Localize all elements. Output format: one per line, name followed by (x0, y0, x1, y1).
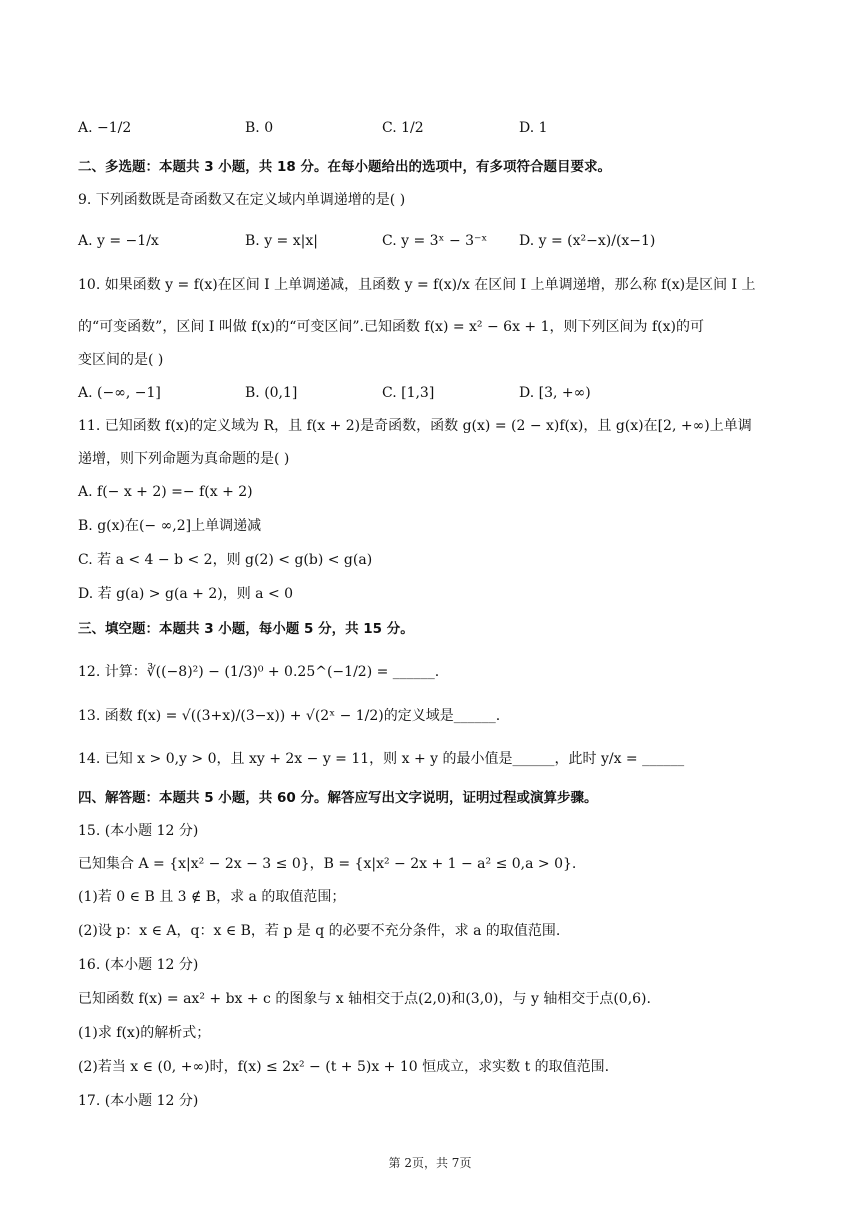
q10-choice-c: C. [1,3] (382, 385, 435, 401)
q15-body: 已知集合 A = {x|x² − 2x − 3 ≤ 0}，B = {x|x² − 2x + 1 − a² ≤ 0,a > 0}. (78, 856, 577, 872)
q16-part-1: (1)求 f(x)的解析式； (78, 1025, 211, 1041)
q16-heading: 16. (本小题 12 分) (78, 957, 199, 973)
q8-choice-a: A. −1/2 (78, 120, 132, 136)
q8-choice-b: B. 0 (245, 120, 274, 136)
q13-text: 13. 函数 f(x) = √((3+x)/(3−x)) + √(2ˣ − 1/2)的定义域是______. (78, 708, 501, 724)
q16-part-2: (2)若当 x ∈ (0, +∞)时，f(x) ≤ 2x² − (t + 5)x + 10 恒成立，求实数 t 的取值范围. (78, 1059, 610, 1075)
q14-text: 14. 已知 x > 0,y > 0，且 xy + 2x − y = 11，则 x + y 的最小值是______，此时 y/x = ______ (78, 751, 685, 767)
q10-line-3: 变区间的是( ) (78, 352, 164, 368)
q10-choice-b: B. (0,1] (245, 385, 298, 401)
q11-line-2: 递增，则下列命题为真命题的是( ) (78, 451, 290, 467)
q15-part-2: (2)设 p：x ∈ A，q：x ∈ B，若 p 是 q 的必要不充分条件，求 a 的取值范围. (78, 923, 561, 939)
q9-stem: 9. 下列函数既是奇函数又在定义域内单调递增的是( ) (78, 192, 406, 208)
q9-choice-b: B. y = x|x| (245, 233, 318, 249)
section-2-heading: 二、多选题：本题共 3 小题，共 18 分。在每小题给出的选项中，有多项符合题目要求。 (78, 159, 611, 175)
q9-choices (78, 229, 798, 253)
section-3-heading: 三、填空题：本题共 3 小题，每小题 5 分，共 15 分。 (78, 621, 414, 637)
q8-choice-c: C. 1/2 (382, 120, 424, 136)
q10-choices (78, 381, 798, 405)
q10-line-1: 10. 如果函数 y = f(x)在区间 I 上单调递减，且函数 y = f(x)/x 在区间 I 上单调递增，那么称 f(x)是区间 I 上 (78, 277, 756, 293)
q11-choice-c: C. 若 a < 4 − b < 2，则 g(2) < g(b) < g(a) (78, 552, 373, 568)
q9-choice-a: A. y = −1/x (78, 233, 159, 249)
q16-body: 已知函数 f(x) = ax² + bx + c 的图象与 x 轴相交于点(2,0)和(3,0)，与 y 轴相交于点(0,6). (78, 991, 651, 1007)
q10-line-2: 的“可变函数”，区间 I 叫做 f(x)的“可变区间”.已知函数 f(x) = x² − 6x + 1，则下列区间为 f(x)的可 (78, 319, 704, 335)
q15-part-1: (1)若 0 ∈ B 且 3 ∉ B，求 a 的取值范围； (78, 889, 346, 905)
q8-choices (78, 116, 798, 140)
q15-heading: 15. (本小题 12 分) (78, 823, 199, 839)
q10-choice-d: D. [3, +∞) (519, 385, 591, 401)
q11-choice-a: A. f(− x + 2) =− f(x + 2) (78, 484, 253, 500)
section-4-heading: 四、解答题：本题共 5 小题，共 60 分。解答应写出文字说明，证明过程或演算步骤。 (78, 790, 598, 806)
q8-choice-d: D. 1 (519, 120, 548, 136)
q12-text: 12. 计算：∛((−8)²) − (1/3)⁰ + 0.25^(−1/2) = ______. (78, 664, 440, 680)
q11-line-1: 11. 已知函数 f(x)的定义域为 R，且 f(x + 2)是奇函数，函数 g(x) = (2 − x)f(x)，且 g(x)在[2, +∞)上单调 (78, 418, 752, 434)
q11-choice-b: B. g(x)在(− ∞,2]上单调递减 (78, 518, 262, 534)
q11-choice-d: D. 若 g(a) > g(a + 2)，则 a < 0 (78, 586, 294, 602)
q9-choice-c: C. y = 3ˣ − 3⁻ˣ (382, 233, 488, 249)
q10-choice-a: A. (−∞, −1] (78, 385, 161, 401)
q17-heading: 17. (本小题 12 分) (78, 1093, 199, 1109)
q9-choice-d: D. y = (x²−x)/(x−1) (519, 233, 656, 249)
page-footer: 第 2页，共 7页 (388, 1156, 472, 1170)
